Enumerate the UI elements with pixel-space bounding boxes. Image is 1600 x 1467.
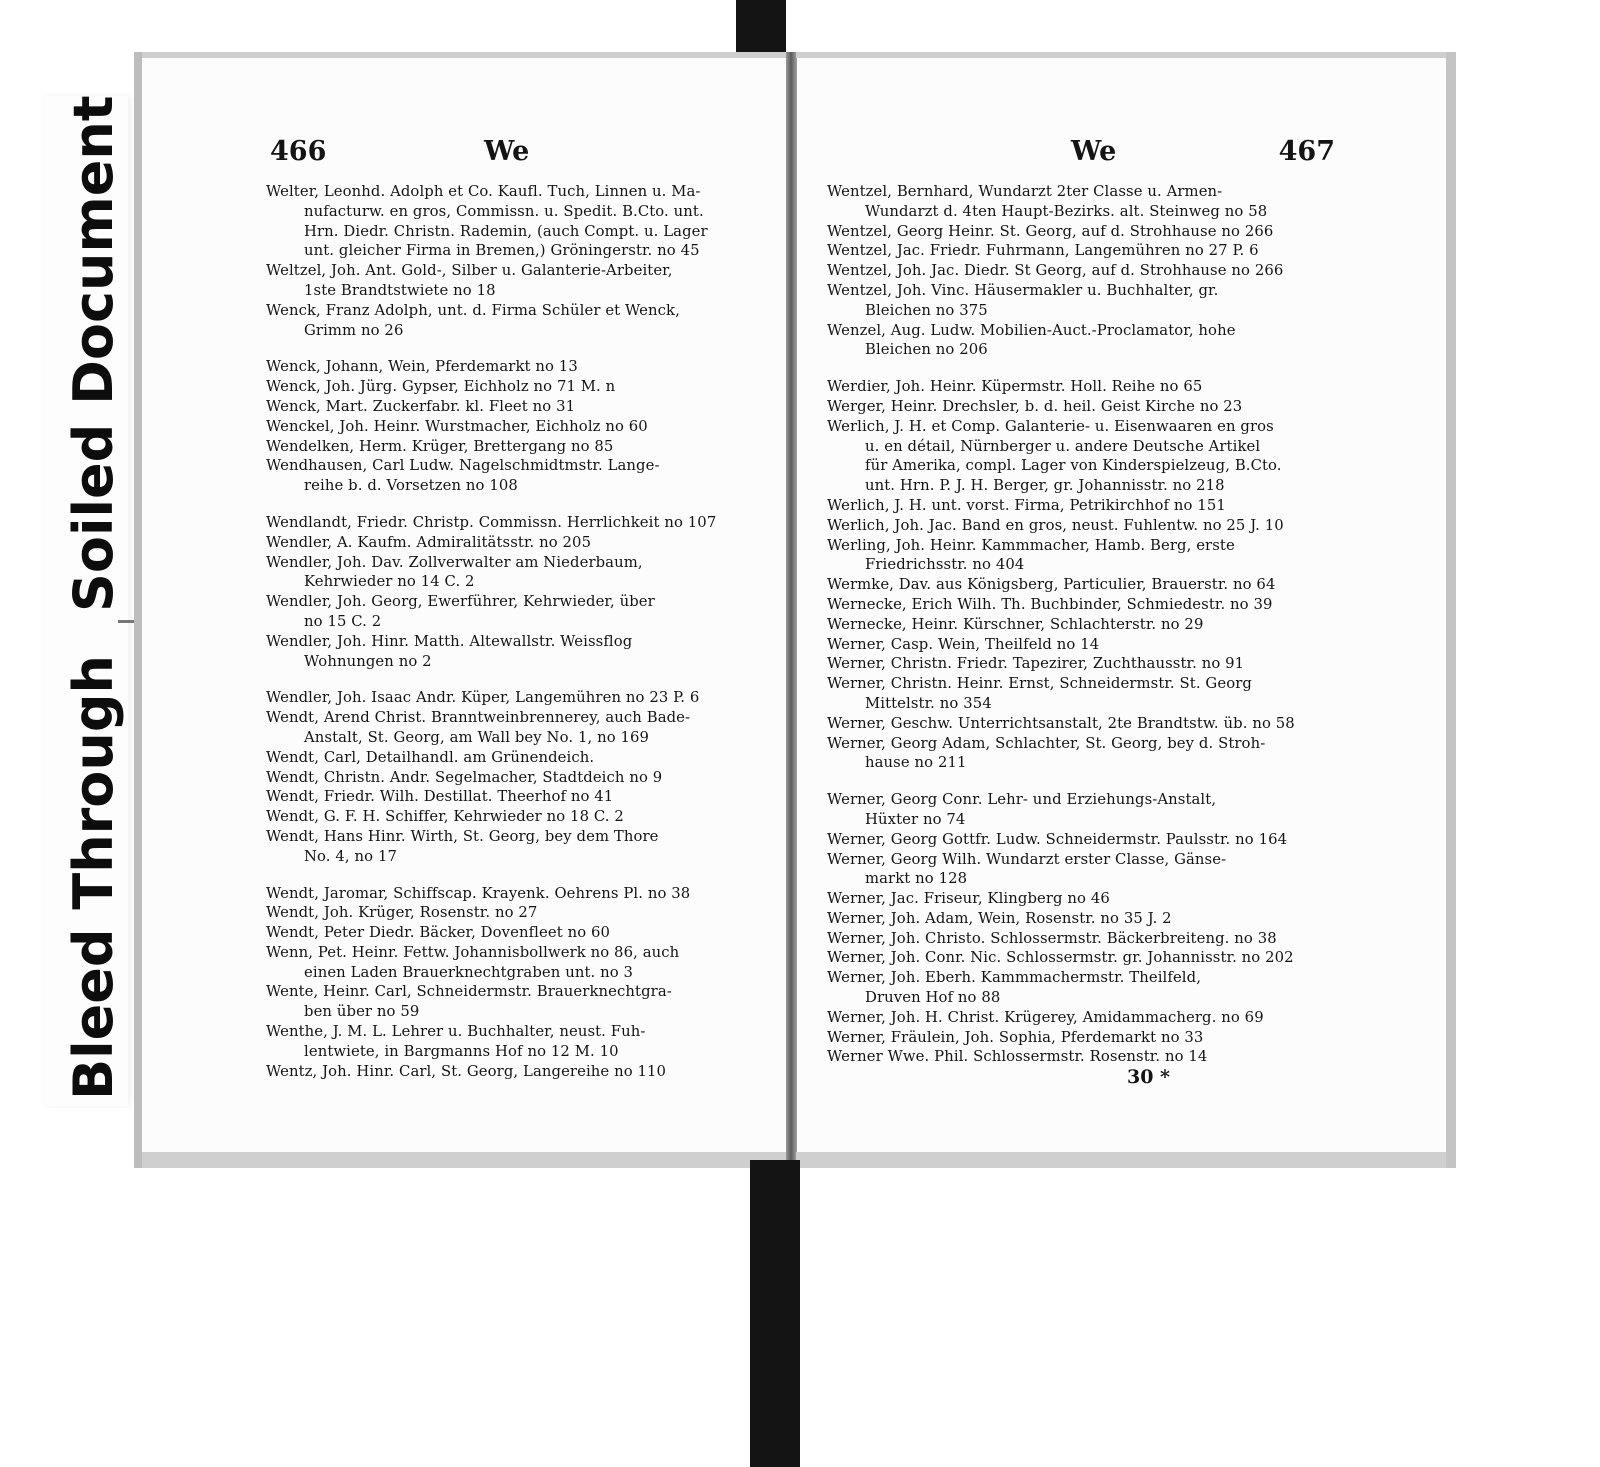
entry-line: Wenck, Franz Adolph, unt. d. Firma Schüler et Wenck, [266,301,680,319]
entry-continuation-line: 1ste Brandtstwiete no 18 [304,281,496,299]
entry-line: Wentzel, Joh. Vinc. Häusermakler u. Buchhalter, gr. [827,281,1219,299]
entry-line: Weltzel, Joh. Ant. Gold-, Silber u. Galanterie-Arbeiter, [266,262,673,280]
entry-continuation-line: Bleichen no 375 [865,301,988,319]
entry-line: Werlich, J. H. et Comp. Galanterie- u. Eisenwaaren en gros [827,417,1274,435]
entry-line: Werner, Jac. Friseur, Klingberg no 46 [827,890,1110,908]
directory-entry [827,909,1343,929]
directory-entry [827,377,1343,397]
entry-continuation-line: Wundarzt d. 4ten Haupt-Bezirks. alt. Steinweg no 58 [865,202,1268,220]
entry-continuation-line: no 15 C. 2 [304,612,382,630]
directory-entry [266,1062,766,1082]
entry-continuation-line: markt no 128 [865,870,968,888]
directory-entry [827,516,1343,536]
entry-line: Werger, Heinr. Drechsler, b. d. heil. Geist Kirche no 23 [827,397,1243,415]
entry-continuation-line: Anstalt, St. Georg, am Wall bey No. 1, no 169 [304,728,650,746]
entry-line: Werner Wwe. Phil. Schlossermstr. Rosenstr. no 14 [827,1048,1208,1066]
entry-continuation-line: nufacturw. en gros, Commissn. u. Spedit. B.Cto. unt. [304,202,704,220]
entry-line: Wenzel, Aug. Ludw. Mobilien-Auct.-Proclamator, hohe [827,321,1236,339]
entry-line: Wendt, Hans Hinr. Wirth, St. Georg, bey dem Thore [266,827,659,845]
entry-line: Wendelken, Herm. Krüger, Brettergang no 85 [266,437,614,455]
entry-line: Wenthe, J. M. L. Lehrer u. Buchhalter, neust. Fuh- [266,1023,646,1041]
directory-entry [827,496,1343,516]
entry-line: Wendlandt, Friedr. Christp. Commissn. Herrlichkeit no 107 [266,513,717,531]
entry-line: Wenck, Mart. Zuckerfabr. kl. Fleet no 31 [266,397,576,415]
book-edge-right [1446,52,1456,1168]
entry-line: Wendt, Friedr. Wilh. Destillat. Theerhof no 41 [266,788,614,806]
entry-line: Welter, Leonhd. Adolph et Co. Kaufl. Tuch, Linnen u. Ma- [266,183,701,200]
entry-line: Wermke, Dav. aus Königsberg, Particulier, Brauerstr. no 64 [827,576,1276,594]
entry-line: Werner, Joh. Adam, Wein, Rosenstr. no 35 J. 2 [827,909,1172,927]
directory-entry [827,182,1343,222]
entry-continuation-line: Mittelstr. no 354 [865,694,992,712]
directory-entry [827,1047,1343,1067]
directory-entry [266,884,766,904]
directory-entry [266,397,766,417]
entry-line: Wendt, Carl, Detailhandl. am Grünendeich. [266,748,595,766]
entry-continuation-line: ben über no 59 [304,1003,420,1021]
entry-line: Werner, Joh. Eberh. Kammmachermstr. Theilfeld, [827,969,1202,987]
entry-line: Werner, Christn. Heinr. Ernst, Schneidermstr. St. Georg [827,675,1252,693]
entry-line: Wendler, Joh. Dav. Zollverwalter am Niederbaum, [266,553,643,571]
entry-line: Wenckel, Joh. Heinr. Wurstmacher, Eichholz no 60 [266,417,648,435]
directory-entry [266,377,766,397]
directory-entry [827,536,1343,576]
directory-entry [827,615,1343,635]
left-page [142,58,787,1152]
entry-line: Wendler, Joh. Isaac Andr. Küper, Langemühren no 23 P. 6 [266,689,700,707]
directory-entry [266,688,766,708]
bleed-through-label: Bleed Through [62,655,125,1100]
entry-line: Werner, Georg Gottfr. Ludw. Schneidermstr. Paulsstr. no 164 [827,830,1288,848]
left-page-header [142,136,786,176]
entry-line: Werner, Georg Conr. Lehr- und Erziehungs-Anstalt, [827,791,1217,809]
directory-entry [827,674,1343,714]
directory-entry [827,595,1343,615]
entry-continuation-line: Friedrichsstr. no 404 [865,556,1025,574]
directory-entry [266,827,766,867]
entry-continuation-line: für Amerika, compl. Lager von Kinderspielzeug, B.Cto. [865,457,1282,475]
entry-line: Werner, Georg Adam, Schlachter, St. Georg, bey d. Stroh- [827,734,1266,752]
entry-line: Wendhausen, Carl Ludw. Nagelschmidtmstr. Lange- [266,457,660,475]
directory-entry [266,982,766,1022]
directory-entry [827,850,1343,890]
entry-line: Wentz, Joh. Hinr. Carl, St. Georg, Langereihe no 110 [266,1062,667,1080]
directory-entry [827,281,1343,321]
entry-line: Wendler, Joh. Hinr. Matth. Altewallstr. Weissflog [266,632,633,650]
directory-entry [827,714,1343,734]
directory-entry [266,748,766,768]
entry-continuation-line: Bleichen no 206 [865,341,988,359]
directory-entry [266,437,766,457]
entry-continuation-line: Grimm no 26 [304,321,404,339]
directory-entry [827,790,1343,830]
entry-line: Wendt, Arend Christ. Branntweinbrennerey, auch Bade- [266,709,691,727]
directory-entry [266,533,766,553]
entry-line: Werner, Joh. Christo. Schlossermstr. Bäckerbreiteng. no 38 [827,929,1277,947]
directory-entry [266,182,766,261]
entry-line: Wentzel, Joh. Jac. Diedr. St Georg, auf d. Strohhause no 266 [827,262,1284,280]
bookmark-ribbon-bottom [750,1160,800,1467]
entry-continuation-line: Kehrwieder no 14 C. 2 [304,573,475,591]
entry-line: Werner, Fräulein, Joh. Sophia, Pferdemarkt no 33 [827,1028,1204,1046]
directory-entry [266,768,766,788]
directory-entry [827,241,1343,261]
directory-entry [827,417,1343,496]
entry-line: Wendt, Joh. Krüger, Rosenstr. no 27 [266,904,538,922]
signature-mark: 30 * [1127,1066,1170,1088]
left-section-heading: We [484,136,530,167]
right-page [796,58,1447,1152]
right-section-heading: We [1071,136,1117,167]
directory-entry [266,807,766,827]
right-page-header [797,136,1447,176]
entry-continuation-line: Hrn. Diedr. Christn. Rademin, (auch Compt. u. Lager [304,222,708,240]
entry-continuation-line: lentwiete, in Bargmanns Hof no 12 M. 10 [304,1042,619,1060]
entry-line: Werlich, Joh. Jac. Band en gros, neust. Fuhlentw. no 25 J. 10 [827,516,1284,534]
directory-entry [266,787,766,807]
entry-continuation-line: Wohnungen no 2 [304,652,432,670]
entry-line: Werner, Georg Wilh. Wundarzt erster Classe, Gänse- [827,850,1227,868]
directory-entry [827,968,1343,1008]
directory-entry [266,923,766,943]
directory-entry [266,1022,766,1062]
directory-entry [266,456,766,496]
entry-line: Wernecke, Erich Wilh. Th. Buchbinder, Schmiedestr. no 39 [827,595,1273,613]
directory-entry [827,948,1343,968]
entry-line: Wendler, Joh. Georg, Ewerführer, Kehrwieder, über [266,593,655,611]
entry-line: Wente, Heinr. Carl, Schneidermstr. Brauerknechtgra- [266,983,672,1001]
directory-entry [266,592,766,632]
entry-continuation-line: u. en détail, Nürnberger u. andere Deutsche Artikel [865,437,1261,455]
entry-line: Werner, Casp. Wein, Theilfeld no 14 [827,635,1100,653]
entry-continuation-line: No. 4, no 17 [304,847,397,865]
entry-line: Wentzel, Georg Heinr. St. Georg, auf d. Strohhause no 266 [827,222,1274,240]
entry-line: Wentzel, Bernhard, Wundarzt 2ter Classe u. Armen- [827,183,1223,200]
entry-continuation-line: hause no 211 [865,754,967,772]
entry-continuation-line: unt. Hrn. P. J. H. Berger, gr. Johannisstr. no 218 [865,477,1225,495]
entry-continuation-line: Hüxter no 74 [865,810,966,828]
entry-line: Wendt, Christn. Andr. Segelmacher, Stadtdeich no 9 [266,768,663,786]
entry-line: Werling, Joh. Heinr. Kammmacher, Hamb. Berg, erste [827,536,1235,554]
entry-line: Wendt, Peter Diedr. Bäcker, Dovenfleet no 60 [266,924,611,942]
directory-entry [827,734,1343,774]
open-book [134,52,1456,1168]
directory-entry [827,1008,1343,1028]
entry-line: Werner, Joh. H. Christ. Krügerey, Amidammacherg. no 69 [827,1008,1264,1026]
directory-entry [827,929,1343,949]
entry-line: Wendt, G. F. H. Schiffer, Kehrwieder no 18 C. 2 [266,808,624,826]
directory-entry [266,261,766,301]
soiled-document-label: Soiled Document [62,95,125,612]
entry-line: Wentzel, Jac. Friedr. Fuhrmann, Langemühren no 27 P. 6 [827,242,1259,260]
entry-line: Wenck, Johann, Wein, Pferdemarkt no 13 [266,358,578,376]
left-page-number: 466 [270,136,327,167]
entry-continuation-line: reihe b. d. Vorsetzen no 108 [304,477,518,495]
entry-line: Werner, Joh. Conr. Nic. Schlossermstr. gr. Johannisstr. no 202 [827,949,1294,967]
directory-entry [266,553,766,593]
directory-entry [827,1028,1343,1048]
directory-entry [266,417,766,437]
directory-entry [266,943,766,983]
directory-entry [827,635,1343,655]
right-page-number: 467 [1278,136,1335,167]
entry-continuation-line: einen Laden Brauerknechtgraben unt. no 3 [304,963,634,981]
book-edge-left [134,52,142,1168]
right-directory-entries [827,182,1343,1067]
directory-entry [266,903,766,923]
entry-continuation-line: unt. gleicher Firma in Bremen,) Gröningerstr. no 45 [304,242,700,260]
directory-entry [827,575,1343,595]
entry-line: Werlich, J. H. unt. vorst. Firma, Petrikirchhof no 151 [827,496,1226,514]
entry-line: Werner, Christn. Friedr. Tapezirer, Zuchthausstr. no 91 [827,655,1245,673]
directory-entry [266,357,766,377]
directory-entry [827,397,1343,417]
directory-entry [827,889,1343,909]
entry-line: Wernecke, Heinr. Kürschner, Schlachterstr. no 29 [827,615,1204,633]
directory-entry [266,301,766,341]
directory-entry [827,321,1343,361]
directory-entry [266,708,766,748]
entry-continuation-line: Druven Hof no 88 [865,989,1001,1007]
book-gutter [786,52,796,1168]
entry-line: Werdier, Joh. Heinr. Küpermstr. Holl. Reihe no 65 [827,378,1203,396]
directory-entry [827,654,1343,674]
entry-line: Wendt, Jaromar, Schiffscap. Krayenk. Oehrens Pl. no 38 [266,884,691,902]
entry-line: Wenck, Joh. Jürg. Gypser, Eichholz no 71 M. n [266,378,616,396]
directory-entry [266,513,766,533]
directory-entry [827,261,1343,281]
entry-line: Wendler, A. Kaufm. Admiralitätsstr. no 205 [266,533,592,551]
entry-line: Werner, Geschw. Unterrichtsanstalt, 2te Brandtstw. üb. no 58 [827,714,1295,732]
entry-line: Wenn, Pet. Heinr. Fettw. Johannisbollwerk no 86, auch [266,943,680,961]
left-directory-entries [266,182,766,1081]
directory-entry [266,632,766,672]
directory-entry [827,830,1343,850]
directory-entry [827,222,1343,242]
